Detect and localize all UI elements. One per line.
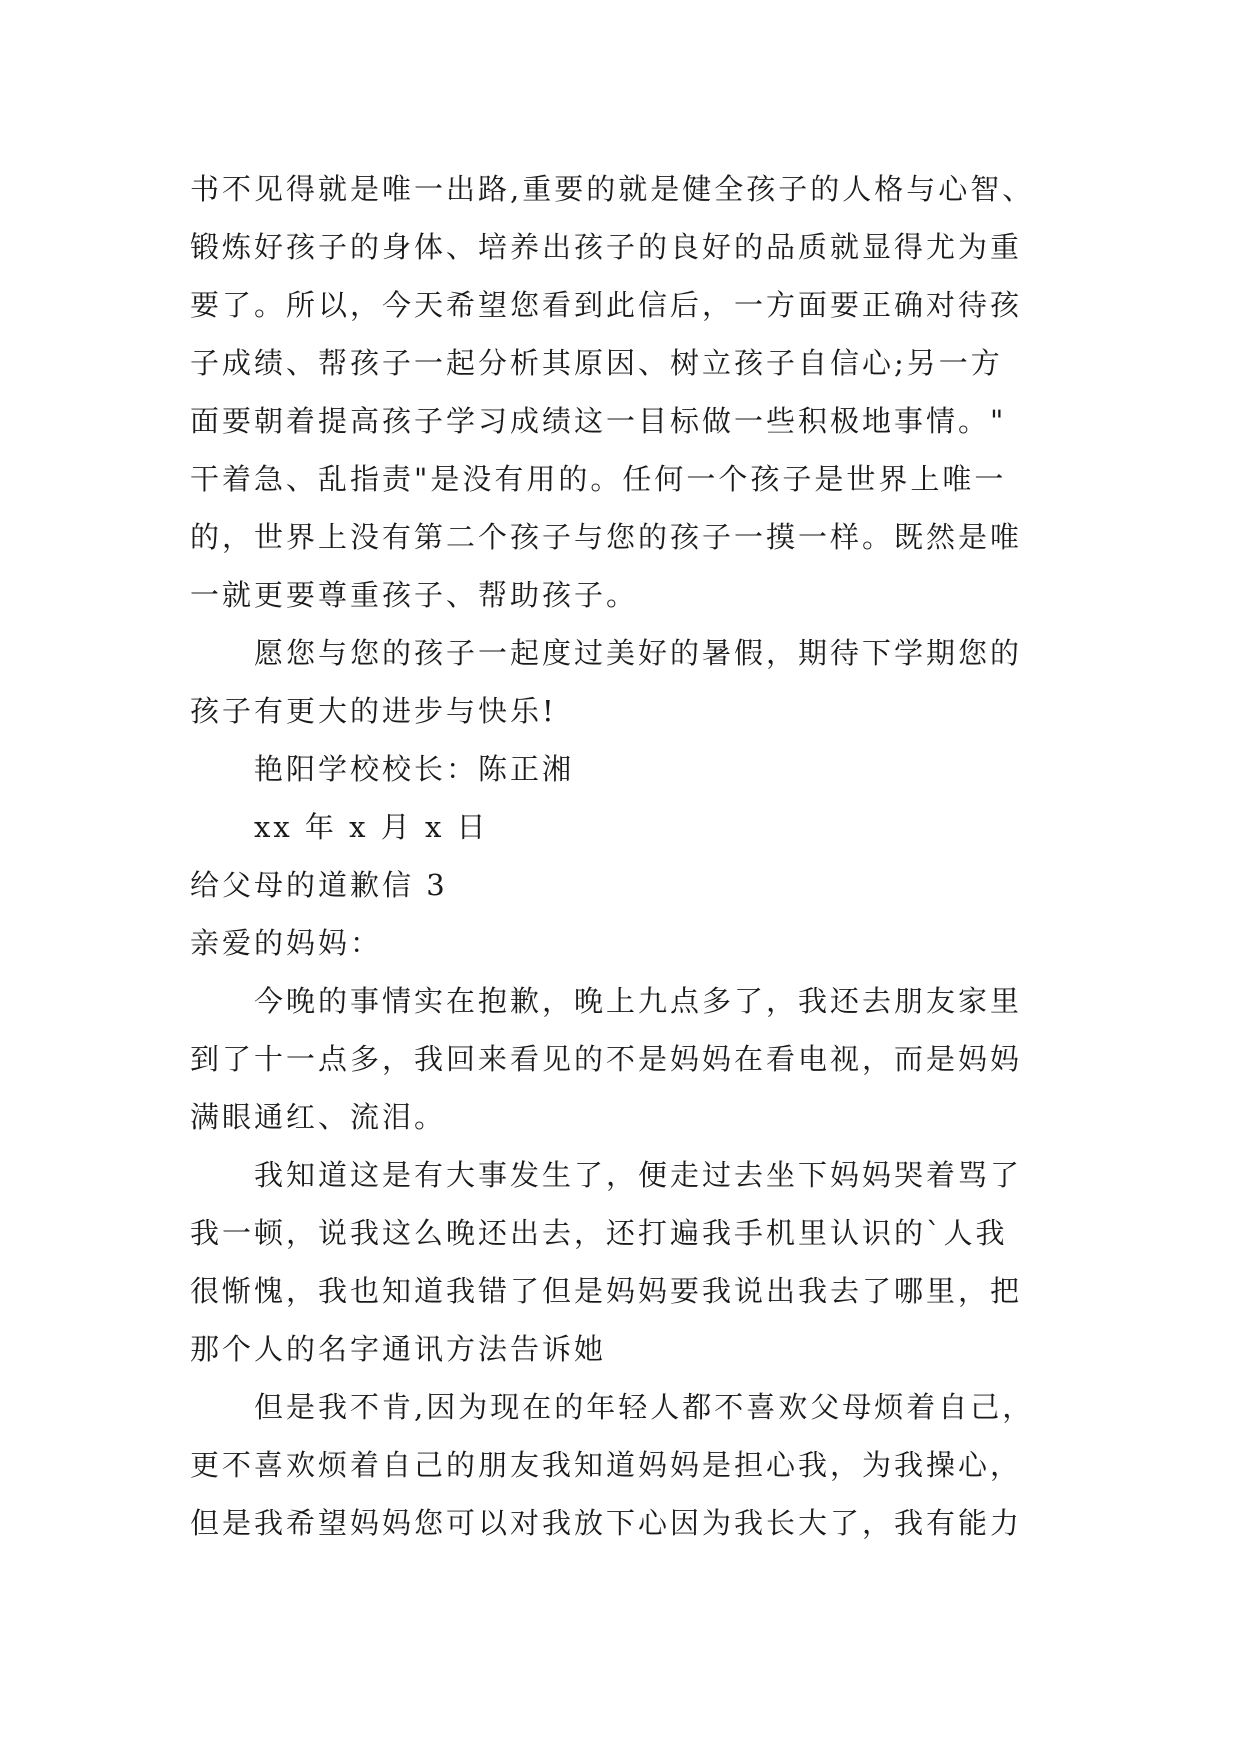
text-line: 到了十一点多，我回来看见的不是妈妈在看电视，而是妈妈 [190, 1042, 1023, 1076]
paragraph-start-line: 我知道这是有大事发生了，便走过去坐下妈妈哭着骂了 [254, 1158, 1023, 1192]
text-line: 锻炼好孩子的身体、培养出孩子的良好的品质就显得尤为重 [190, 230, 1023, 264]
paragraph-start-line: 愿您与您的孩子一起度过美好的暑假，期待下学期您的 [254, 636, 1023, 670]
text-line: 很惭愧，我也知道我错了但是妈妈要我说出我去了哪里，把 [190, 1274, 1023, 1308]
text-line: 的，世界上没有第二个孩子与您的孩子一摸一样。既然是唯 [190, 520, 1023, 554]
text-line: 一就更要尊重孩子、帮助孩子。 [190, 578, 639, 612]
salutation-line: 亲爱的妈妈： [190, 926, 383, 960]
date-line: xx 年 x 月 x 日 [254, 810, 489, 844]
text-line: 子成绩、帮孩子一起分析其原因、树立孩子自信心;另一方 [190, 346, 1003, 380]
paragraph-start-line: 但是我不肯,因为现在的年轻人都不喜欢父母烦着自己， [254, 1390, 1035, 1424]
section-heading: 给父母的道歉信 3 [190, 868, 448, 902]
text-line: 但是我希望妈妈您可以对我放下心因为我长大了，我有能力 [190, 1506, 1023, 1540]
text-line: 干着急、乱指责"是没有用的。任何一个孩子是世界上唯一 [190, 462, 1007, 496]
text-line: 面要朝着提高孩子学习成绩这一目标做一些积极地事情。" [190, 404, 1007, 438]
document-body [190, 160, 1110, 1552]
text-line: 更不喜欢烦着自己的朋友我知道妈妈是担心我，为我操心， [190, 1448, 1023, 1482]
text-line: 孩子有更大的进步与快乐! [190, 694, 557, 728]
paragraph-start-line: 今晚的事情实在抱歉，晚上九点多了，我还去朋友家里 [254, 984, 1023, 1018]
text-line: 书不见得就是唯一出路,重要的就是健全孩子的人格与心智、 [190, 172, 1035, 206]
text-line: 要了。所以，今天希望您看到此信后，一方面要正确对待孩 [190, 288, 1023, 322]
signature-line: 艳阳学校校长：陈正湘 [254, 752, 575, 786]
text-line: 我一顿，说我这么晚还出去，还打遍我手机里认识的`人我 [190, 1216, 1008, 1250]
text-line: 那个人的名字通讯方法告诉她 [190, 1332, 607, 1366]
text-line: 满眼通红、流泪。 [190, 1100, 447, 1134]
